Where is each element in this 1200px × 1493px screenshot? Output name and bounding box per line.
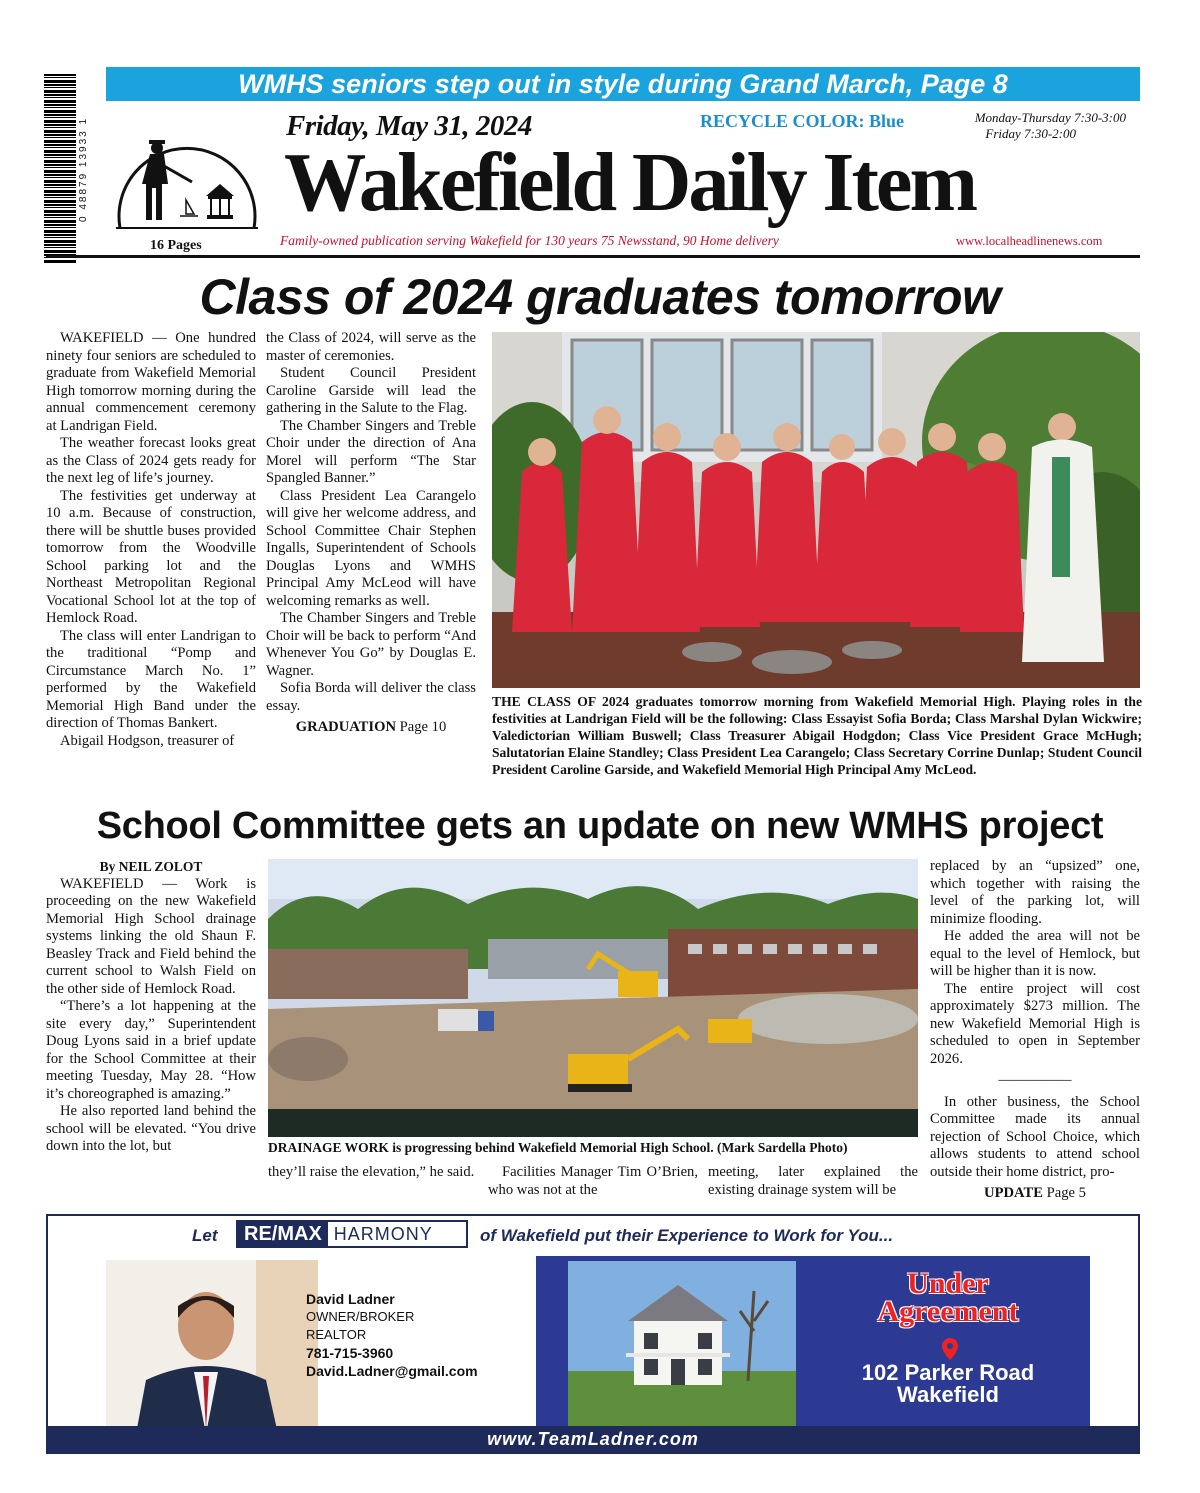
- story1-column-2: [266, 330, 476, 737]
- jump-page: Page 10: [399, 719, 447, 735]
- barcode-bars: [44, 74, 76, 264]
- ad-website-link[interactable]: www.TeamLadner.com: [48, 1426, 1138, 1452]
- story2-col5-para: In other business, the School Committee made its annual rejection of School Choice, which allows students to attend school outside their home district, pro-: [930, 1093, 1140, 1180]
- story1-col2-para: The Chamber Singers and Treble Choir will be back to perform “And Whenever You Go” by Douglas E. Wagner.: [266, 610, 476, 679]
- agent-portrait: [106, 1260, 318, 1434]
- status-line-1: Under: [907, 1267, 989, 1300]
- story1-col1-para: The festivities get underway at 10 a.m. Because of construction, there will be shuttle buses provided tomorrow from the Woodville School parking lot and the Northeast Metropolitan Regional Vocational School lot at the top of Hemlock Road.: [46, 487, 256, 626]
- issue-date: Friday, May 31, 2024: [286, 110, 532, 142]
- story2-byline: By NEIL ZOLOT: [99, 859, 203, 874]
- status-line-2: Agreement: [877, 1295, 1019, 1328]
- story2-col3-para: Facilities Manager Tim O’Brien, who was not at the: [488, 1164, 698, 1198]
- story2-column-2: [268, 1164, 478, 1182]
- story2-col4-para: meeting, later explained the existing drainage system will be: [708, 1164, 918, 1198]
- promo-banner[interactable]: WMHS seniors step out in style during Grand March, Page 8: [106, 67, 1140, 101]
- remax-advertisement[interactable]: [46, 1214, 1140, 1454]
- story2-column-5: [930, 858, 1140, 1203]
- construction-photo: [268, 859, 918, 1137]
- listing-status: [806, 1267, 1090, 1328]
- graduates-photo-caption: THE CLASS OF 2024 graduates tomorrow morning from Wakefield Memorial High. Playing roles in the festivities at Landrigan Field will be the following: Class Essayist Sofia Borda; Class Marshal Dylan Wickwire; Valedictorian William Buswell; Class Treasurer Abigail Hodgdon; Class Vice President Grace McHugh; Salutatorian Elaine Standley; Class President Lea Carangelo; Class Secretary Corrine Dunlap; Student Council President Caroline Garside, and Wakefield Memorial High Principal Amy McLeod.: [492, 694, 1142, 777]
- jump-word: UPDATE: [984, 1185, 1043, 1201]
- newspaper-title: Wakefield Daily Item: [284, 136, 976, 229]
- hours-weekday: Monday-Thursday 7:30-3:00: [974, 110, 1126, 125]
- ad-tagline: of Wakefield put their Experience to Work for You...: [480, 1226, 894, 1245]
- barcode: [44, 74, 92, 264]
- story2-column-4: [708, 1164, 918, 1199]
- construction-photo-caption: DRAINAGE WORK is progressing behind Wakefield Memorial High School. (Mark Sardella Photo): [268, 1140, 848, 1155]
- address-town: Wakefield: [897, 1382, 999, 1407]
- story1-col2-para: The Chamber Singers and Treble Choir under the direction of Ana Morel will perform “The Star Spangled Banner.”: [266, 417, 476, 486]
- website-link[interactable]: www.localheadlinenews.com: [956, 234, 1103, 248]
- agent-contact: [306, 1290, 478, 1380]
- story2-col5-para: replaced by an “upsized” one, which together with raising the level of the parking lot, will minimize flooding.: [930, 858, 1140, 927]
- masthead-rule: [46, 255, 1140, 258]
- remax-office: HARMONY: [333, 1224, 433, 1244]
- story2-column-1: [46, 858, 256, 1156]
- story2-col1-para: “There’s a lot happening at the site every day,” Superintendent Doug Lyons said in a brief update for the School Committee at their meeting Tuesday, May 28. “How it’s choreographed is amazing.”: [46, 998, 256, 1102]
- story1-column-1: [46, 330, 256, 750]
- agent-email[interactable]: David.Ladner@gmail.com: [306, 1363, 478, 1379]
- jump-word: GRADUATION: [295, 719, 396, 735]
- story2-headline[interactable]: School Committee gets an update on new WMHS project: [96, 805, 1104, 847]
- agent-role: REALTOR: [306, 1327, 367, 1342]
- story1-col1-para: WAKEFIELD — One hundred ninety four seniors are scheduled to graduate from Wakefield Memorial High tomorrow morning during the annual commencement ceremony at Landrigan Field.: [46, 330, 256, 434]
- page-count: 16 Pages: [150, 238, 202, 253]
- story1-col2-para: Class President Lea Carangelo will give her welcome address, and School Committee Chair Stephen Ingalls, Superintendent of Schools Douglas Lyons and WMHS Principal Amy McLeod will have welcoming remarks as well.: [266, 487, 476, 609]
- jump-page: Page 5: [1046, 1185, 1086, 1201]
- story2-col1-para: WAKEFIELD — Work is proceeding on the new Wakefield Memorial High School drainage systems linking the old Shaun F. Beasley Track and Field behind the current school to Walsh Field on the other side of Hemlock Road.: [46, 875, 256, 997]
- barcode-digits: 0 48879 13933 1: [78, 116, 89, 222]
- story2-col2-para: they’ll raise the elevation,” he said.: [268, 1164, 475, 1180]
- listing-panel: [536, 1256, 1090, 1432]
- listing-address: [806, 1362, 1090, 1406]
- recycle-color: RECYCLE COLOR: Blue: [700, 111, 905, 131]
- story1-jump-link[interactable]: [266, 719, 476, 737]
- section-divider: —————: [998, 1072, 1072, 1088]
- agent-phone[interactable]: 781-715-3960: [306, 1345, 394, 1361]
- story1-col1-para: Abigail Hodgson, treasurer of: [60, 732, 235, 749]
- minuteman-logo: [112, 110, 262, 240]
- story1-col2-para: Student Council President Caroline Garside will lead the gathering in the Salute to the Flag.: [266, 365, 476, 416]
- story2-jump-link[interactable]: [930, 1185, 1140, 1203]
- story1-col1-para: The weather forecast looks great as the Class of 2024 gets ready for the next leg of life’s journey.: [46, 435, 256, 486]
- story2-col5-para: The entire project will cost approximately $273 million. The new Wakefield Memorial High is scheduled to open in September 2026.: [930, 980, 1140, 1067]
- story2-col5-para: He added the area will not be equal to the level of Hemlock, but will be higher than it is now.: [930, 928, 1140, 979]
- tagline: Family-owned publication serving Wakefield for 130 years 75 Newsstand, 90 Home delivery: [280, 233, 779, 248]
- remax-logo: [236, 1220, 468, 1248]
- story2-col1-para: He also reported land behind the school will be elevated. “You drive down into the lot, but: [46, 1103, 256, 1154]
- agent-name: David Ladner: [306, 1291, 395, 1307]
- house-photo: [568, 1261, 796, 1427]
- story1-col2-para: Sofia Borda will deliver the class essay.: [266, 680, 476, 714]
- address-street: 102 Parker Road: [861, 1360, 1035, 1385]
- agent-title: OWNER/BROKER: [306, 1309, 415, 1324]
- story1-col1-para: The class will enter Landrigan to the traditional “Pomp and Circumstance March No. 1” performed by the Wakefield Memorial High Band under the direction of Thomas Bankert.: [46, 627, 256, 731]
- remax-brand: RE/MAX: [238, 1222, 328, 1246]
- story1-headline[interactable]: Class of 2024 graduates tomorrow: [199, 269, 1001, 325]
- graduates-photo: [492, 332, 1140, 688]
- hours-friday: Friday 7:30-2:00: [985, 126, 1076, 141]
- story2-column-3: [488, 1164, 698, 1199]
- ad-let-text: Let: [192, 1226, 218, 1245]
- story1-col2-para: the Class of 2024, will serve as the master of ceremonies.: [266, 330, 476, 364]
